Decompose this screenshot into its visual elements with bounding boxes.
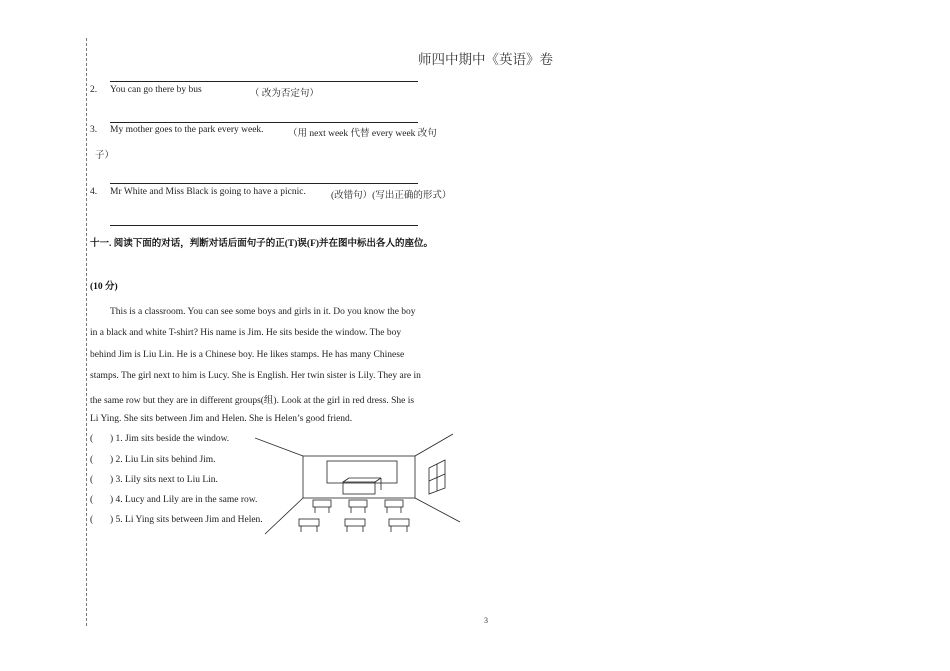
passage-line-1: This is a classroom. You can see some boys and girls in it. Do you know the boy (110, 307, 416, 317)
statement-3[interactable] (90, 475, 218, 485)
teacher-desk-edge (375, 478, 381, 482)
question-3-number: 3. (90, 125, 98, 135)
blackboard (327, 461, 397, 483)
statement-4[interactable] (90, 495, 257, 505)
answer-paren: ( (90, 455, 94, 465)
student-desk (313, 500, 331, 513)
answer-blank-1[interactable] (110, 81, 418, 82)
question-2-text: You can go there by bus (110, 85, 202, 95)
answer-blank-3[interactable] (110, 183, 418, 184)
answer-paren: ( (90, 434, 94, 444)
statement-1[interactable] (90, 434, 229, 444)
answer-blank-4[interactable] (110, 225, 418, 226)
statement-2[interactable] (90, 455, 216, 465)
statement-text: ) 4. Lucy and Lily are in the same row. (110, 495, 258, 505)
passage-line-4: stamps. The girl next to him is Lucy. She is English. Her twin sister is Lily. They are in (90, 371, 421, 381)
binding-margin-line (86, 38, 87, 626)
teacher-desk-edge (343, 478, 349, 482)
classroom-diagram (255, 430, 465, 540)
back-wall (303, 456, 415, 498)
question-2-number: 2. (90, 85, 98, 95)
passage-line-6: Li Ying. She sits between Jim and Helen. She is Helen’s good friend. (90, 414, 353, 424)
ceiling-line-left (255, 438, 303, 456)
ceiling-line-right (415, 434, 453, 456)
section-11-title: 十一. 阅读下面的对话，判断对话后面句子的正(T)误(F)并在图中标出各人的座位。 (90, 239, 434, 249)
statement-text: ) 2. Liu Lin sits behind Jim. (110, 455, 216, 465)
student-desk (389, 519, 409, 532)
teacher-desk (343, 482, 375, 494)
answer-paren: ( (90, 515, 94, 525)
question-4-instruction: (改错句）(写出正确的形式） (331, 191, 452, 201)
question-3-instruction-cont: 子） (95, 151, 115, 161)
student-desk (349, 500, 367, 513)
student-desk (299, 519, 319, 532)
question-4-text: Mr White and Miss Black is going to have a picnic. (110, 187, 306, 197)
floor-line-left (265, 498, 303, 534)
question-4-number: 4. (90, 187, 98, 197)
question-3-text: My mother goes to the park every week. (110, 125, 264, 135)
statement-text: ) 3. Lily sits next to Liu Lin. (110, 475, 218, 485)
answer-paren: ( (90, 475, 94, 485)
passage-line-5: the same row but they are in different groups(组). Look at the girl in red dress. She is (90, 396, 415, 406)
answer-paren: ( (90, 495, 94, 505)
student-desk (345, 519, 365, 532)
passage-line-2: in a black and white T-shirt? His name is Jim. He sits beside the window. The boy (90, 328, 402, 338)
question-3-instruction: （用 next week 代替 every week 改句 (288, 129, 437, 139)
page-number: 3 (484, 616, 488, 625)
student-desks (299, 500, 409, 532)
statement-text: ) 5. Li Ying sits between Jim and Helen. (110, 515, 263, 525)
page-header-title: 师四中期中《英语》卷 (418, 52, 553, 67)
section-11-points: (10 分) (90, 282, 118, 292)
passage-line-3: behind Jim is Liu Lin. He is a Chinese boy. He likes stamps. He has many Chinese (90, 350, 405, 360)
student-desk (385, 500, 403, 513)
question-2-instruction: （ 改为否定句） (250, 89, 319, 99)
statement-text: ) 1. Jim sits beside the window. (110, 434, 230, 444)
statement-5[interactable] (90, 515, 263, 525)
answer-blank-2[interactable] (110, 122, 418, 123)
floor-line-right (415, 498, 460, 522)
